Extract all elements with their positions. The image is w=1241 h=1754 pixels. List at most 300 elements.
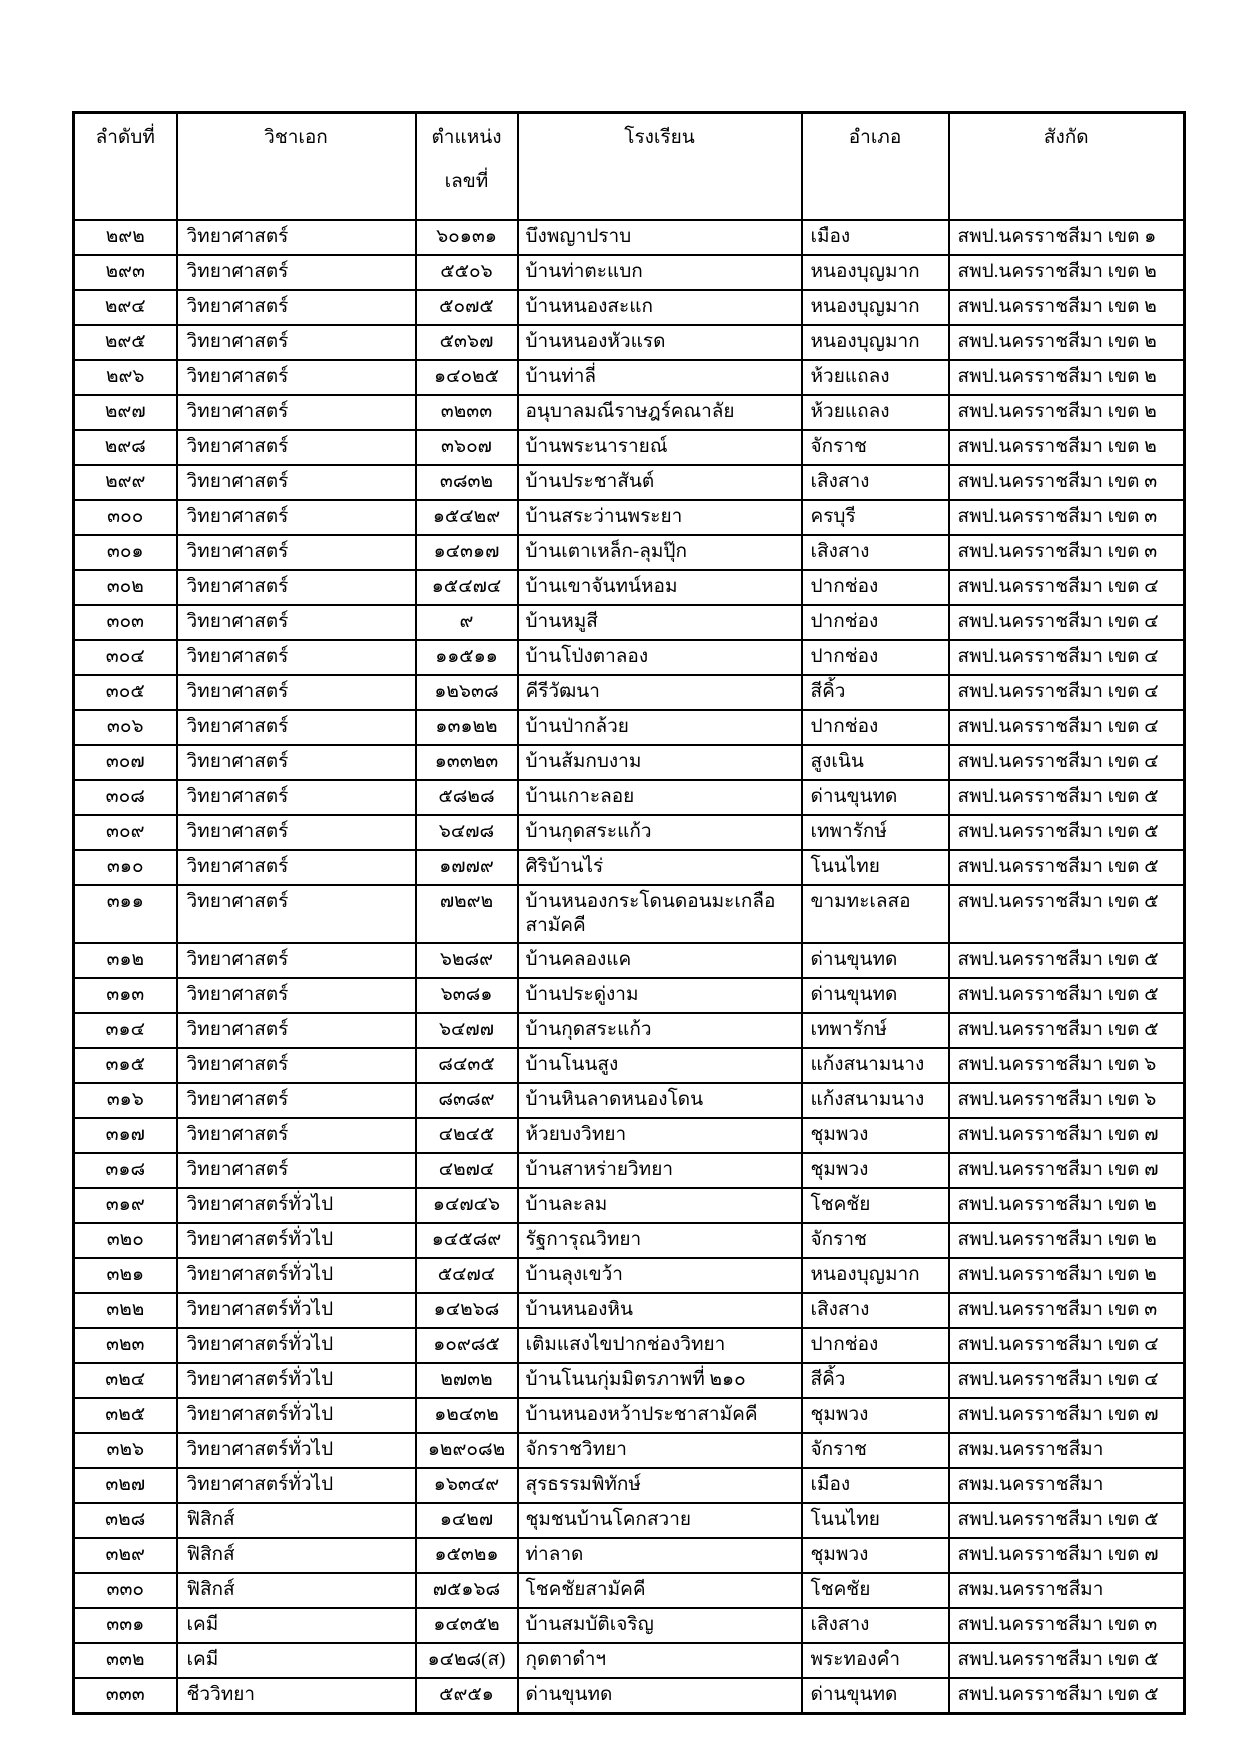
cell-affiliation: สพม.นครราชสีมา (949, 1433, 1185, 1468)
cell-affiliation: สพป.นครราชสีมา เขต ๕ (949, 780, 1185, 815)
cell-position-number: ๒๗๓๒ (416, 1363, 518, 1398)
cell-district: ปากช่อง (802, 640, 949, 675)
cell-position-number: ๑๔๓๑๗ (416, 535, 518, 570)
cell-index: ๓๑๒ (74, 943, 177, 978)
cell-school: บ้านเกาะลอย (518, 780, 802, 815)
cell-district: เสิงสาง (802, 1293, 949, 1328)
cell-district: ชุมพวง (802, 1118, 949, 1153)
cell-index: ๓๒๔ (74, 1363, 177, 1398)
cell-position-number: ๔๒๗๔ (416, 1153, 518, 1188)
cell-affiliation: สพป.นครราชสีมา เขต ๔ (949, 1363, 1185, 1398)
table-row (74, 885, 1185, 943)
cell-index: ๓๒๓ (74, 1328, 177, 1363)
cell-affiliation: สพป.นครราชสีมา เขต ๖ (949, 1048, 1185, 1083)
cell-index: ๓๑๖ (74, 1083, 177, 1118)
cell-position-number: ๑๓๓๒๓ (416, 745, 518, 780)
cell-school: ห้วยบงวิทยา (518, 1118, 802, 1153)
cell-district: เมือง (802, 220, 949, 255)
cell-major: วิทยาศาสตร์ (177, 675, 416, 710)
cell-position-number: ๑๔๐๒๕ (416, 360, 518, 395)
cell-major: วิทยาศาสตร์ทั่วไป (177, 1328, 416, 1363)
cell-district: สูงเนิน (802, 745, 949, 780)
cell-school: บ้านประดู่งาม (518, 978, 802, 1013)
cell-major: วิทยาศาสตร์ทั่วไป (177, 1258, 416, 1293)
table-row (74, 780, 1185, 815)
table-row (74, 1538, 1185, 1573)
col-header-district: อำเภอ (802, 113, 949, 221)
cell-index: ๓๓๑ (74, 1608, 177, 1643)
table-row (74, 290, 1185, 325)
cell-district: หนองบุญมาก (802, 255, 949, 290)
cell-affiliation: สพป.นครราชสีมา เขต ๔ (949, 640, 1185, 675)
cell-major: วิทยาศาสตร์ (177, 290, 416, 325)
cell-affiliation: สพป.นครราชสีมา เขต ๒ (949, 325, 1185, 360)
cell-major: ฟิสิกส์ (177, 1573, 416, 1608)
cell-district: เทพารักษ์ (802, 815, 949, 850)
cell-school: โชคชัยสามัคคี (518, 1573, 802, 1608)
cell-position-number: ๑๔๒๗ (416, 1503, 518, 1538)
cell-index: ๓๑๗ (74, 1118, 177, 1153)
cell-district: จักราช (802, 430, 949, 465)
cell-affiliation: สพป.นครราชสีมา เขต ๓ (949, 1608, 1185, 1643)
cell-school: บ้านหินลาดหนองโดน (518, 1083, 802, 1118)
cell-district: สีคิ้ว (802, 675, 949, 710)
cell-school: อนุบาลมณีราษฎร์คณาลัย (518, 395, 802, 430)
cell-position-number: ๑๒๖๓๘ (416, 675, 518, 710)
cell-major: วิทยาศาสตร์ (177, 570, 416, 605)
cell-school: คีรีวัฒนา (518, 675, 802, 710)
cell-affiliation: สพป.นครราชสีมา เขต ๓ (949, 1293, 1185, 1328)
table-row (74, 1293, 1185, 1328)
cell-school: บ้านหนองกระโดนดอนมะเกลือสามัคคี (518, 885, 802, 943)
cell-major: วิทยาศาสตร์ (177, 220, 416, 255)
cell-position-number: ๑๒๙๐๘๒ (416, 1433, 518, 1468)
cell-affiliation: สพป.นครราชสีมา เขต ๒ (949, 430, 1185, 465)
col-header-major: วิชาเอก (177, 113, 416, 221)
table-row (74, 325, 1185, 360)
cell-district: เทพารักษ์ (802, 1013, 949, 1048)
cell-position-number: ๗๒๙๒ (416, 885, 518, 943)
cell-major: วิทยาศาสตร์ (177, 360, 416, 395)
cell-affiliation: สพป.นครราชสีมา เขต ๒ (949, 1223, 1185, 1258)
cell-district: ชุมพวง (802, 1398, 949, 1433)
cell-index: ๓๒๗ (74, 1468, 177, 1503)
cell-school: จักราชวิทยา (518, 1433, 802, 1468)
cell-index: ๓๒๕ (74, 1398, 177, 1433)
cell-school: รัฐการุณวิทยา (518, 1223, 802, 1258)
table-row (74, 605, 1185, 640)
cell-position-number: ๑๒๔๓๒ (416, 1398, 518, 1433)
cell-major: วิทยาศาสตร์ทั่วไป (177, 1398, 416, 1433)
cell-major: วิทยาศาสตร์ (177, 1118, 416, 1153)
table-row (74, 1643, 1185, 1678)
cell-affiliation: สพป.นครราชสีมา เขต ๕ (949, 1013, 1185, 1048)
cell-school: บ้านพระนารายณ์ (518, 430, 802, 465)
cell-district: เมือง (802, 1468, 949, 1503)
cell-position-number: ๑๗๗๙ (416, 850, 518, 885)
table-row (74, 1433, 1185, 1468)
col-header-affiliation: สังกัด (949, 113, 1185, 221)
table-row (74, 978, 1185, 1013)
cell-district: ห้วยแถลง (802, 360, 949, 395)
cell-school: บ้านหนองหว้าประชาสามัคคี (518, 1398, 802, 1433)
cell-affiliation: สพป.นครราชสีมา เขต ๒ (949, 290, 1185, 325)
table-row (74, 1608, 1185, 1643)
cell-major: เคมี (177, 1643, 416, 1678)
table-row (74, 465, 1185, 500)
cell-affiliation: สพป.นครราชสีมา เขต ๒ (949, 1258, 1185, 1293)
col-header-position-number (416, 113, 518, 221)
table-row (74, 1153, 1185, 1188)
cell-affiliation: สพป.นครราชสีมา เขต ๓ (949, 535, 1185, 570)
cell-school: บ้านหนองสะแก (518, 290, 802, 325)
table-row (74, 500, 1185, 535)
cell-major: วิทยาศาสตร์ (177, 395, 416, 430)
cell-index: ๒๙๕ (74, 325, 177, 360)
cell-position-number: ๓๒๓๓ (416, 395, 518, 430)
cell-index: ๓๐๑ (74, 535, 177, 570)
table-row (74, 1118, 1185, 1153)
cell-index: ๓๑๙ (74, 1188, 177, 1223)
cell-index: ๓๑๑ (74, 885, 177, 943)
cell-school: ศิริบ้านไร่ (518, 850, 802, 885)
cell-major: วิทยาศาสตร์ทั่วไป (177, 1188, 416, 1223)
cell-school: บ้านคลองแค (518, 943, 802, 978)
table-row (74, 1258, 1185, 1293)
cell-major: วิทยาศาสตร์ (177, 535, 416, 570)
cell-district: จักราช (802, 1433, 949, 1468)
cell-district: แก้งสนามนาง (802, 1083, 949, 1118)
cell-affiliation: สพป.นครราชสีมา เขต ๒ (949, 360, 1185, 395)
teacher-position-table (72, 111, 1186, 1715)
cell-affiliation: สพป.นครราชสีมา เขต ๗ (949, 1398, 1185, 1433)
cell-position-number: ๑๖๓๔๙ (416, 1468, 518, 1503)
cell-school: เติมแสงไขปากช่องวิทยา (518, 1328, 802, 1363)
cell-district: เสิงสาง (802, 535, 949, 570)
cell-major: เคมี (177, 1608, 416, 1643)
cell-major: วิทยาศาสตร์ทั่วไป (177, 1223, 416, 1258)
cell-district: ขามทะเลสอ (802, 885, 949, 943)
cell-index: ๓๐๔ (74, 640, 177, 675)
cell-school: บ้านกุดสระแก้ว (518, 815, 802, 850)
cell-major: วิทยาศาสตร์ (177, 1013, 416, 1048)
table-row (74, 360, 1185, 395)
cell-major: วิทยาศาสตร์ (177, 885, 416, 943)
cell-position-number: ๓๘๓๒ (416, 465, 518, 500)
cell-position-number: ๘๓๘๙ (416, 1083, 518, 1118)
cell-affiliation: สพป.นครราชสีมา เขต ๕ (949, 1503, 1185, 1538)
cell-position-number: ๖๔๗๘ (416, 815, 518, 850)
cell-index: ๒๙๓ (74, 255, 177, 290)
cell-index: ๓๐๖ (74, 710, 177, 745)
cell-affiliation: สพป.นครราชสีมา เขต ๒ (949, 395, 1185, 430)
cell-school: ด่านขุนทด (518, 1678, 802, 1714)
cell-position-number: ๑๐๙๘๕ (416, 1328, 518, 1363)
cell-position-number: ๕๙๕๑ (416, 1678, 518, 1714)
cell-school: บ้านหมูสี (518, 605, 802, 640)
cell-position-number: ๙ (416, 605, 518, 640)
cell-district: พระทองคำ (802, 1643, 949, 1678)
cell-district: ปากช่อง (802, 605, 949, 640)
cell-major: วิทยาศาสตร์ (177, 465, 416, 500)
cell-index: ๓๒๒ (74, 1293, 177, 1328)
cell-index: ๓๑๔ (74, 1013, 177, 1048)
table-row (74, 745, 1185, 780)
cell-district: เสิงสาง (802, 1608, 949, 1643)
cell-index: ๒๙๘ (74, 430, 177, 465)
cell-district: ห้วยแถลง (802, 395, 949, 430)
table-row (74, 815, 1185, 850)
cell-position-number: ๑๔๗๔๖ (416, 1188, 518, 1223)
cell-index: ๓๒๐ (74, 1223, 177, 1258)
table-row (74, 1083, 1185, 1118)
cell-major: วิทยาศาสตร์ (177, 500, 416, 535)
cell-school: ชุมชนบ้านโคกสวาย (518, 1503, 802, 1538)
cell-position-number: ๖๓๘๑ (416, 978, 518, 1013)
table-row (74, 1363, 1185, 1398)
col-header-school: โรงเรียน (518, 113, 802, 221)
cell-major: ฟิสิกส์ (177, 1503, 416, 1538)
cell-index: ๓๓๐ (74, 1573, 177, 1608)
cell-district: ชุมพวง (802, 1153, 949, 1188)
cell-major: ฟิสิกส์ (177, 1538, 416, 1573)
cell-affiliation: สพป.นครราชสีมา เขต ๕ (949, 1678, 1185, 1714)
cell-position-number: ๑๔๒๘(ส) (416, 1643, 518, 1678)
cell-school: บ้านประชาสันต์ (518, 465, 802, 500)
cell-position-number: ๑๔๕๘๙ (416, 1223, 518, 1258)
cell-major: วิทยาศาสตร์ (177, 850, 416, 885)
cell-position-number: ๕๕๐๖ (416, 255, 518, 290)
col-header-position-line1: ตำแหน่ง (431, 127, 502, 148)
cell-affiliation: สพป.นครราชสีมา เขต ๕ (949, 978, 1185, 1013)
cell-school: บ้านหนองหัวแรด (518, 325, 802, 360)
cell-major: วิทยาศาสตร์ (177, 745, 416, 780)
cell-district: โนนไทย (802, 1503, 949, 1538)
table-row (74, 570, 1185, 605)
cell-affiliation: สพป.นครราชสีมา เขต ๗ (949, 1153, 1185, 1188)
cell-major: วิทยาศาสตร์ (177, 710, 416, 745)
cell-affiliation: สพป.นครราชสีมา เขต ๔ (949, 605, 1185, 640)
cell-major: วิทยาศาสตร์ (177, 430, 416, 465)
table-row (74, 220, 1185, 255)
cell-affiliation: สพม.นครราชสีมา (949, 1468, 1185, 1503)
cell-affiliation: สพป.นครราชสีมา เขต ๔ (949, 1328, 1185, 1363)
cell-major: วิทยาศาสตร์ทั่วไป (177, 1468, 416, 1503)
cell-school: กุดตาดำฯ (518, 1643, 802, 1678)
cell-position-number: ๖๒๘๙ (416, 943, 518, 978)
table-row (74, 1223, 1185, 1258)
cell-position-number: ๖๐๑๓๑ (416, 220, 518, 255)
cell-major: วิทยาศาสตร์ทั่วไป (177, 1293, 416, 1328)
cell-affiliation: สพป.นครราชสีมา เขต ๔ (949, 675, 1185, 710)
cell-district: ด่านขุนทด (802, 943, 949, 978)
cell-district: จักราช (802, 1223, 949, 1258)
cell-position-number: ๑๔๒๖๘ (416, 1293, 518, 1328)
cell-index: ๓๐๒ (74, 570, 177, 605)
cell-index: ๒๙๖ (74, 360, 177, 395)
cell-district: หนองบุญมาก (802, 325, 949, 360)
cell-school: บ้านสมบัติเจริญ (518, 1608, 802, 1643)
col-header-index: ลำดับที่ (74, 113, 177, 221)
cell-school: บ้านละลม (518, 1188, 802, 1223)
cell-index: ๓๑๘ (74, 1153, 177, 1188)
cell-school: บ้านโนนสูง (518, 1048, 802, 1083)
table-row (74, 1013, 1185, 1048)
cell-index: ๒๙๙ (74, 465, 177, 500)
cell-position-number: ๑๓๑๒๒ (416, 710, 518, 745)
cell-major: วิทยาศาสตร์ (177, 815, 416, 850)
cell-position-number: ๓๖๐๗ (416, 430, 518, 465)
cell-school: บ้านส้มกบงาม (518, 745, 802, 780)
cell-affiliation: สพป.นครราชสีมา เขต ๖ (949, 1083, 1185, 1118)
table-row (74, 395, 1185, 430)
table-row (74, 943, 1185, 978)
cell-index: ๓๒๙ (74, 1538, 177, 1573)
cell-district: ด่านขุนทด (802, 780, 949, 815)
cell-major: วิทยาศาสตร์ (177, 1153, 416, 1188)
cell-affiliation: สพป.นครราชสีมา เขต ๕ (949, 1643, 1185, 1678)
cell-district: แก้งสนามนาง (802, 1048, 949, 1083)
cell-affiliation: สพป.นครราชสีมา เขต ๓ (949, 500, 1185, 535)
table-row (74, 1573, 1185, 1608)
cell-index: ๓๐๐ (74, 500, 177, 535)
cell-district: ด่านขุนทด (802, 1678, 949, 1714)
cell-district: โชคชัย (802, 1573, 949, 1608)
cell-index: ๒๙๗ (74, 395, 177, 430)
cell-major: วิทยาศาสตร์ (177, 605, 416, 640)
cell-school: บ้านท่าลี่ (518, 360, 802, 395)
table-row (74, 640, 1185, 675)
cell-school: ท่าลาด (518, 1538, 802, 1573)
cell-school: บ้านหนองหิน (518, 1293, 802, 1328)
cell-affiliation: สพป.นครราชสีมา เขต ๕ (949, 885, 1185, 943)
cell-affiliation: สพป.นครราชสีมา เขต ๕ (949, 815, 1185, 850)
cell-position-number: ๑๔๓๕๒ (416, 1608, 518, 1643)
cell-index: ๓๐๙ (74, 815, 177, 850)
table-row (74, 255, 1185, 290)
cell-index: ๓๐๘ (74, 780, 177, 815)
cell-school: บ้านท่าตะแบก (518, 255, 802, 290)
cell-school: บึงพญาปราบ (518, 220, 802, 255)
cell-major: วิทยาศาสตร์ (177, 255, 416, 290)
cell-district: หนองบุญมาก (802, 1258, 949, 1293)
cell-district: ปากช่อง (802, 710, 949, 745)
cell-index: ๓๑๓ (74, 978, 177, 1013)
cell-school: บ้านลุงเขว้า (518, 1258, 802, 1293)
cell-affiliation: สพม.นครราชสีมา (949, 1573, 1185, 1608)
cell-index: ๓๐๓ (74, 605, 177, 640)
cell-school: บ้านเขาจันทน์หอม (518, 570, 802, 605)
table-row (74, 675, 1185, 710)
cell-major: วิทยาศาสตร์ทั่วไป (177, 1433, 416, 1468)
cell-position-number: ๘๔๓๕ (416, 1048, 518, 1083)
cell-district: สีคิ้ว (802, 1363, 949, 1398)
cell-index: ๓๓๓ (74, 1678, 177, 1714)
table-row (74, 1468, 1185, 1503)
cell-index: ๓๑๐ (74, 850, 177, 885)
cell-index: ๓๐๗ (74, 745, 177, 780)
cell-position-number: ๖๔๗๗ (416, 1013, 518, 1048)
cell-affiliation: สพป.นครราชสีมา เขต ๗ (949, 1538, 1185, 1573)
cell-district: ปากช่อง (802, 570, 949, 605)
cell-position-number: ๑๕๔๒๙ (416, 500, 518, 535)
cell-district: ชุมพวง (802, 1538, 949, 1573)
cell-major: วิทยาศาสตร์ทั่วไป (177, 1363, 416, 1398)
cell-index: ๓๒๖ (74, 1433, 177, 1468)
table-row (74, 1678, 1185, 1714)
cell-school: บ้านสาหร่ายวิทยา (518, 1153, 802, 1188)
header-row (74, 113, 1185, 221)
cell-school: บ้านป่ากล้วย (518, 710, 802, 745)
cell-affiliation: สพป.นครราชสีมา เขต ๕ (949, 943, 1185, 978)
cell-position-number: ๕๓๖๗ (416, 325, 518, 360)
cell-index: ๒๙๒ (74, 220, 177, 255)
cell-position-number: ๗๕๑๖๘ (416, 1573, 518, 1608)
cell-affiliation: สพป.นครราชสีมา เขต ๓ (949, 465, 1185, 500)
table-row (74, 535, 1185, 570)
cell-index: ๓๒๘ (74, 1503, 177, 1538)
cell-district: หนองบุญมาก (802, 290, 949, 325)
cell-position-number: ๕๐๗๕ (416, 290, 518, 325)
table-row (74, 1503, 1185, 1538)
cell-affiliation: สพป.นครราชสีมา เขต ๗ (949, 1118, 1185, 1153)
cell-major: ชีววิทยา (177, 1678, 416, 1714)
cell-district: โนนไทย (802, 850, 949, 885)
cell-index: ๓๒๑ (74, 1258, 177, 1293)
cell-affiliation: สพป.นครราชสีมา เขต ๒ (949, 1188, 1185, 1223)
cell-major: วิทยาศาสตร์ (177, 780, 416, 815)
cell-index: ๓๐๕ (74, 675, 177, 710)
cell-major: วิทยาศาสตร์ (177, 325, 416, 360)
cell-position-number: ๕๔๗๔ (416, 1258, 518, 1293)
cell-index: ๓๓๒ (74, 1643, 177, 1678)
cell-school: บ้านเตาเหล็ก-ลุมปุ๊ก (518, 535, 802, 570)
table-row (74, 850, 1185, 885)
cell-affiliation: สพป.นครราชสีมา เขต ๔ (949, 570, 1185, 605)
cell-position-number: ๑๑๕๑๑ (416, 640, 518, 675)
cell-district: ครบุรี (802, 500, 949, 535)
cell-school: บ้านโป่งตาลอง (518, 640, 802, 675)
cell-index: ๓๑๕ (74, 1048, 177, 1083)
table-row (74, 1328, 1185, 1363)
cell-school: บ้านสระว่านพระยา (518, 500, 802, 535)
table-row (74, 1048, 1185, 1083)
table-row (74, 1398, 1185, 1433)
cell-affiliation: สพป.นครราชสีมา เขต ๔ (949, 745, 1185, 780)
cell-affiliation: สพป.นครราชสีมา เขต ๔ (949, 710, 1185, 745)
cell-affiliation: สพป.นครราชสีมา เขต ๒ (949, 255, 1185, 290)
cell-index: ๒๙๔ (74, 290, 177, 325)
cell-school: สุรธรรมพิทักษ์ (518, 1468, 802, 1503)
cell-school: บ้านโนนกุ่มมิตรภาพที่ ๒๑๐ (518, 1363, 802, 1398)
cell-major: วิทยาศาสตร์ (177, 978, 416, 1013)
cell-district: โชคชัย (802, 1188, 949, 1223)
cell-affiliation: สพป.นครราชสีมา เขต ๑ (949, 220, 1185, 255)
cell-district: ปากช่อง (802, 1328, 949, 1363)
col-header-position-line2: เลขที่ (444, 171, 489, 192)
cell-affiliation: สพป.นครราชสีมา เขต ๕ (949, 850, 1185, 885)
cell-position-number: ๔๒๔๕ (416, 1118, 518, 1153)
cell-position-number: ๑๕๔๗๔ (416, 570, 518, 605)
cell-major: วิทยาศาสตร์ (177, 1048, 416, 1083)
table-row (74, 430, 1185, 465)
cell-school: บ้านกุดสระแก้ว (518, 1013, 802, 1048)
cell-district: เสิงสาง (802, 465, 949, 500)
cell-major: วิทยาศาสตร์ (177, 943, 416, 978)
table-row (74, 1188, 1185, 1223)
cell-position-number: ๑๕๓๒๑ (416, 1538, 518, 1573)
cell-district: ด่านขุนทด (802, 978, 949, 1013)
